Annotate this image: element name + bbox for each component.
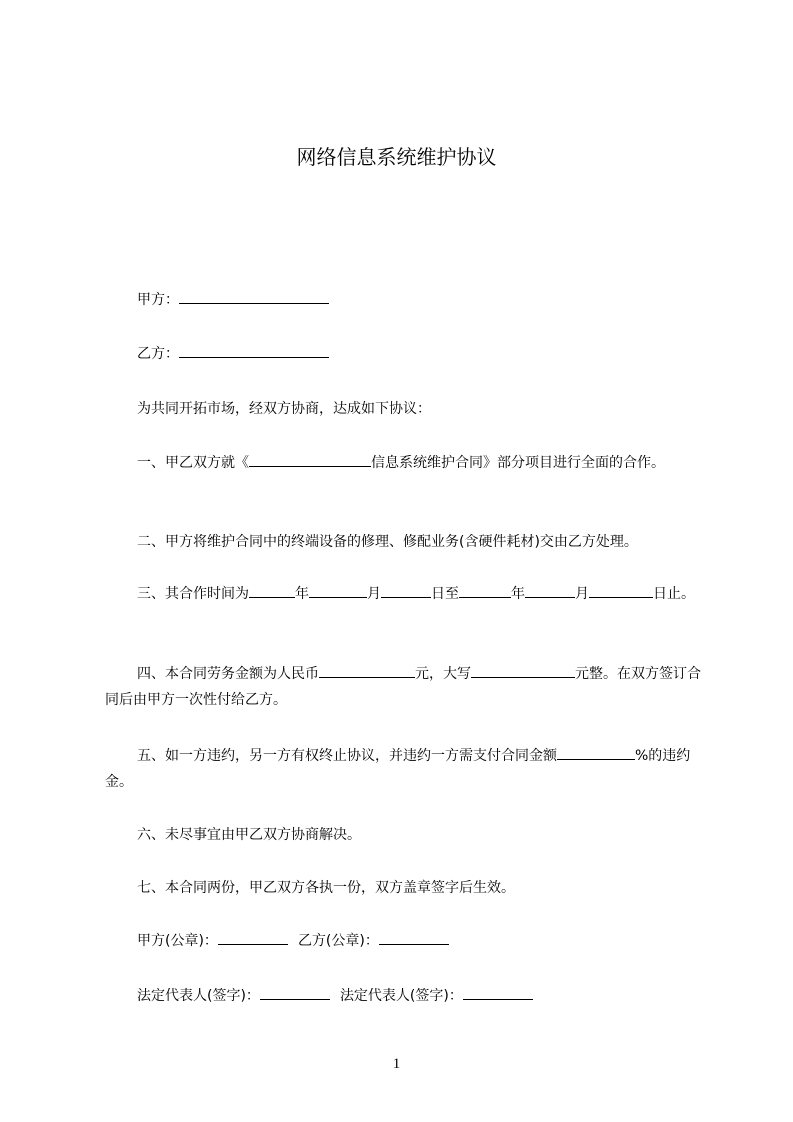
party-a-label: 甲方： (137, 292, 179, 308)
clause-4-mid: 元，大写 (415, 666, 471, 682)
seal-a-label: 甲方(公章)： (137, 933, 218, 949)
clause-5-pre: 五、如一方违约，另一方有权终止协议，并违约一方需支付合同金额 (137, 748, 557, 764)
clause-1 (105, 450, 705, 476)
clause-5 (105, 743, 705, 795)
clause-1-post: 信息系统维护合同》部分项目进行全面的合作。 (371, 455, 665, 471)
clause-4-post: 元整。在双方签订合同后由甲方一次性付给乙方。 (105, 666, 701, 708)
seal-line (105, 928, 737, 954)
start-month-label: 月 (367, 586, 381, 602)
party-b-blank[interactable] (179, 343, 329, 358)
party-a-blank[interactable] (179, 289, 329, 304)
clause-4 (105, 661, 705, 713)
clause-3 (105, 581, 705, 607)
party-b-label: 乙方： (137, 346, 179, 362)
rep-b-label: 法定代表人(签字)： (339, 988, 463, 1004)
end-month-label: 月 (575, 586, 589, 602)
clause-4-pre: 四、本合同劳务金额为人民币 (137, 666, 319, 682)
clause-1-blank[interactable] (249, 452, 371, 467)
intro-paragraph: 为共同开拓市场，经双方协商，达成如下协议： (137, 401, 431, 417)
penalty-percent-blank[interactable] (557, 745, 635, 760)
document-title: 网络信息系统维护协议 (296, 145, 497, 169)
party-b-line (105, 341, 737, 367)
start-year-blank[interactable] (249, 583, 295, 598)
seal-b-blank[interactable] (379, 930, 449, 945)
end-day-blank[interactable] (589, 583, 653, 598)
start-day-blank[interactable] (381, 583, 431, 598)
amount-figure-blank[interactable] (319, 663, 415, 678)
seal-a-blank[interactable] (218, 930, 288, 945)
start-month-blank[interactable] (309, 583, 367, 598)
amount-words-blank[interactable] (471, 663, 575, 678)
clause-7: 七、本合同两份，甲乙双方各执一份，双方盖章签字后生效。 (137, 880, 515, 896)
page-number: 1 (392, 1056, 401, 1072)
end-year-blank[interactable] (459, 583, 511, 598)
rep-a-label: 法定代表人(签字)： (137, 988, 260, 1004)
party-a-line (105, 287, 737, 313)
end-month-blank[interactable] (525, 583, 575, 598)
seal-b-label: 乙方(公章)： (297, 933, 379, 949)
end-day-label: 日止。 (653, 586, 695, 602)
clause-2: 二、甲方将维护合同中的终端设备的修理、修配业务(含硬件耗材)交由乙方处理。 (137, 534, 638, 550)
clause-1-pre: 一、甲乙双方就《 (137, 455, 249, 471)
clause-6: 六、未尽事宜由甲乙双方协商解决。 (137, 827, 361, 843)
rep-b-blank[interactable] (463, 985, 533, 1000)
clause-5-post: %的违约金。 (105, 748, 691, 790)
clause-3-pre: 三、其合作时间为 (137, 586, 249, 602)
start-year-label: 年 (295, 586, 309, 602)
representative-line (105, 983, 737, 1009)
end-year-label: 年 (511, 586, 525, 602)
rep-a-blank[interactable] (260, 985, 330, 1000)
start-day-label: 日至 (431, 586, 459, 602)
